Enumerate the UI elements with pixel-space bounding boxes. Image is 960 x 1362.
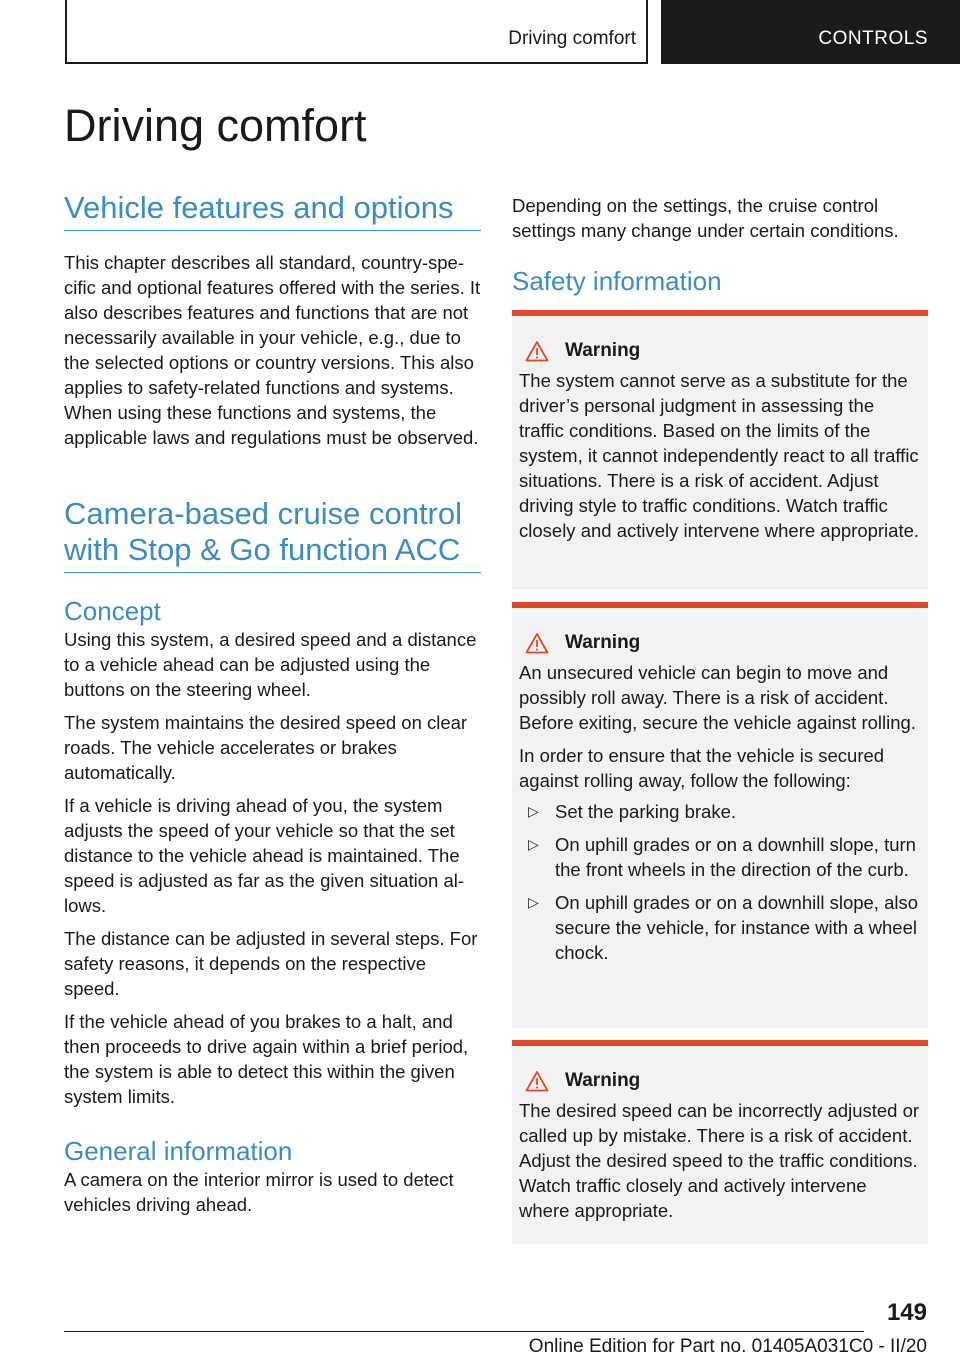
vehicle-features-text: This chapter describes all standard, country-specific and optional features offered with the series. It also describes features and functions that are not necessarily available in your vehicle, e.g., due to the selected options or country versions. This also applies to safety-related functions and systems. When using these functions and systems, the applicable laws and regulations must be observed. — [64, 252, 481, 448]
header-section-box — [65, 0, 648, 64]
warning-box-1 — [512, 310, 928, 590]
warning-text: An unsecured vehicle can begin to move and possibly roll away. There is a risk of accident. Before exiting, secure the vehicle against rolling. — [519, 662, 916, 733]
warning-box-3 — [512, 1040, 928, 1244]
triangle-right-icon: ▷ — [528, 894, 539, 910]
list-item: ▷ Set the parking brake. — [528, 801, 736, 822]
cruise-settings-intro: Depending on the settings, the cruise control settings many change under certain conditions. — [512, 195, 899, 241]
warning-text: The system cannot serve as a substitute for the driver’s personal judgment in assessing the traffic conditions. Based on the limits of the system, it cannot independently react to all traffic situations. There is a risk of accident. Adjust driving style to traffic conditions. Watch traffic closely and actively intervene where appropriate. — [519, 370, 920, 541]
page-title: Driving comfort — [64, 100, 367, 151]
left-column — [64, 190, 481, 1217]
right-column — [512, 193, 928, 297]
footer-divider — [64, 1331, 864, 1332]
concept-paragraph-5: If the vehicle ahead of you brakes to a halt, and then proceeds to drive again within a brief period, the system is able to detect this within the given system limits. — [64, 1011, 469, 1107]
header-chapter-title: CONTROLS — [818, 28, 928, 49]
securing-steps-list — [519, 799, 921, 965]
acc-heading: Camera-based cruise control with Stop & Go function ACC — [64, 496, 481, 573]
triangle-right-icon: ▷ — [528, 803, 539, 819]
warning-title: Warning — [565, 1070, 641, 1091]
list-item: ▷ On uphill grades or on a downhill slope, also secure the vehicle, for instance with a wheel chock. — [528, 892, 919, 963]
warning-box-2 — [512, 602, 928, 1028]
concept-paragraph-4: The distance can be adjusted in several steps. For safety reasons, it depends on the respective speed. — [64, 928, 478, 999]
safety-information-heading: Safety information — [512, 266, 722, 296]
concept-paragraph-3: If a vehicle is driving ahead of you, the system adjusts the speed of your vehicle so that the set distance to the vehicle ahead is maintained. The speed is adjusted as far as the given situation allows. — [64, 795, 465, 916]
concept-paragraph-2: The system maintains the desired speed on clear roads. The vehicle accelerates or brakes automatically. — [64, 712, 468, 783]
warning-title: Warning — [565, 632, 641, 653]
warning-header — [519, 340, 921, 362]
warning-text-secondary: In order to ensure that the vehicle is secured against rolling away, follow the following: — [519, 745, 885, 791]
list-item: ▷ On uphill grades or on a downhill slope, turn the front wheels in the direction of the curb. — [528, 834, 916, 880]
concept-paragraph-1: Using this system, a desired speed and a distance to a vehicle ahead can be adjusted using the buttons on the steering wheel. — [64, 629, 477, 700]
warning-triangle-icon — [525, 340, 549, 362]
page-number: 149 — [886, 1299, 927, 1326]
general-information-text: A camera on the interior mirror is used to detect vehicles driving ahead. — [64, 1169, 454, 1215]
warning-title: Warning — [565, 340, 641, 361]
warning-text: The desired speed can be incorrectly adjusted or called up by mistake. There is a risk of accident. Adjust the desired speed to the traffic conditions. Watch traffic closely and actively intervene where appropriate. — [519, 1100, 920, 1221]
vehicle-features-heading: Vehicle features and options — [64, 190, 481, 231]
header-chapter-tab — [661, 0, 960, 64]
general-information-heading: General information — [64, 1136, 293, 1166]
header-section-title: Driving comfort — [508, 28, 636, 49]
warning-triangle-icon — [525, 1070, 549, 1092]
triangle-right-icon: ▷ — [528, 836, 539, 852]
warning-header — [519, 632, 921, 654]
warning-header — [519, 1070, 921, 1092]
footer-edition: Online Edition for Part no. 01405A031C0 - II/20 — [528, 1336, 927, 1357]
concept-heading: Concept — [64, 596, 161, 626]
warning-triangle-icon — [525, 632, 549, 654]
